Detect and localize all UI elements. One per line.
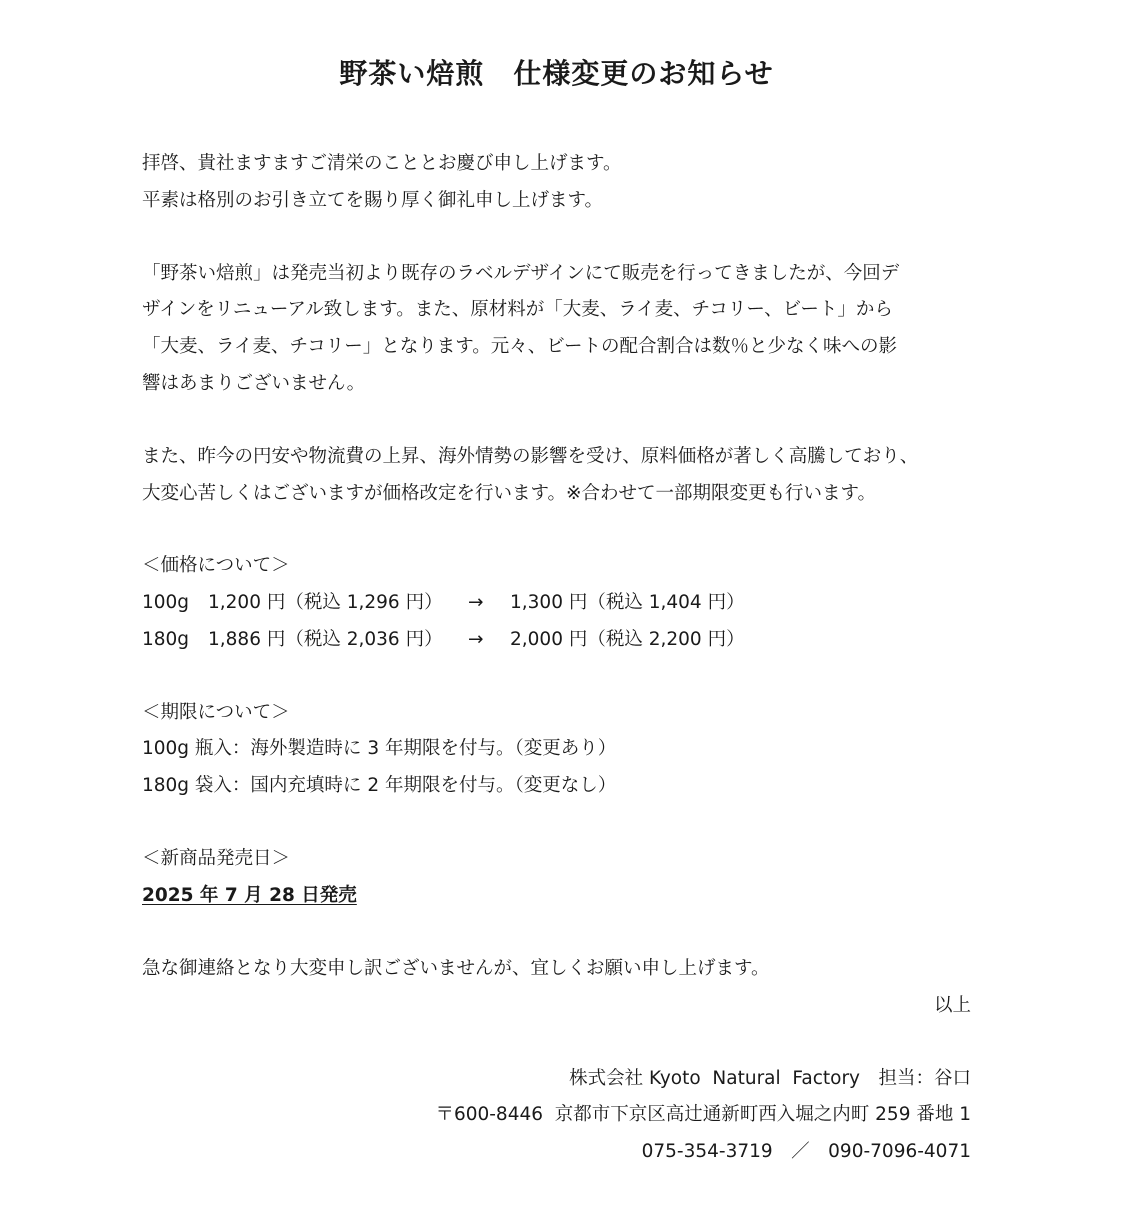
price-arrow: → <box>468 592 484 613</box>
page-title: 野茶い焙煎 仕様変更のお知らせ <box>339 57 774 90</box>
release-date: 2025 年 7 月 28 日発売 <box>142 885 357 906</box>
price-old: 1,200 円（税込 1,296 円） <box>208 592 443 613</box>
closing-text: 急な御連絡となり大変申し訳ございませんが、宜しくお願い申し上げます。 <box>142 958 770 979</box>
price-new: 1,300 円（税込 1,404 円） <box>510 592 745 613</box>
sender-phones: 075-354-3719 ／ 090-7096-4071 <box>641 1141 971 1162</box>
price-arrow: → <box>468 629 484 650</box>
price-size: 180g <box>142 629 190 650</box>
paragraph1-line-3: 「大麦、ライ麦、チコリー」となります。元々、ビートの配合割合は数％と少なく味への影 <box>142 336 897 357</box>
price-size: 100g <box>142 592 190 613</box>
expiry-row-2: 180g 袋入：国内充填時に 2 年期限を付与。（変更なし） <box>142 775 617 796</box>
price-old: 1,886 円（税込 2,036 円） <box>208 629 443 650</box>
greeting-line-2: 平素は格別のお引き立てを賜り厚く御礼申し上げます。 <box>142 190 604 211</box>
paragraph2-line-1: また、昨今の円安や物流費の上昇、海外情勢の影響を受け、原料価格が著しく高騰しており、 <box>142 446 919 467</box>
greeting-line-1: 拝啓、貴社ますますご清栄のこととお慶び申し上げます。 <box>142 153 622 174</box>
price-heading: ＜価格について＞ <box>142 555 290 576</box>
ijou-text: 以上 <box>933 995 971 1016</box>
release-heading: ＜新商品発売日＞ <box>142 848 291 869</box>
paragraph1-line-2: ザインをリニューアル致します。また、原材料が「大麦、ライ麦、チコリー、ビート」から <box>142 299 893 320</box>
expiry-row-1: 100g 瓶入：海外製造時に 3 年期限を付与。（変更あり） <box>142 738 617 759</box>
price-new: 2,000 円（税込 2,200 円） <box>510 629 745 650</box>
sender-company: 株式会社 Kyoto Natural Factory 担当：谷口 <box>569 1068 971 1089</box>
paragraph1-line-1: 「野茶い焙煎」は発売当初より既存のラベルデザインにて販売を行ってきましたが、今回デ <box>142 263 900 284</box>
sender-address: 〒600-8446 京都市下京区高辻通新町西入堀之内町 259 番地 1 <box>435 1104 971 1125</box>
expiry-heading: ＜期限について＞ <box>142 702 290 723</box>
paragraph2-line-2: 大変心苦しくはございますが価格改定を行います。※合わせて一部期限変更も行います。 <box>142 483 877 504</box>
paragraph1-line-4: 響はあまりございません。 <box>142 373 366 394</box>
